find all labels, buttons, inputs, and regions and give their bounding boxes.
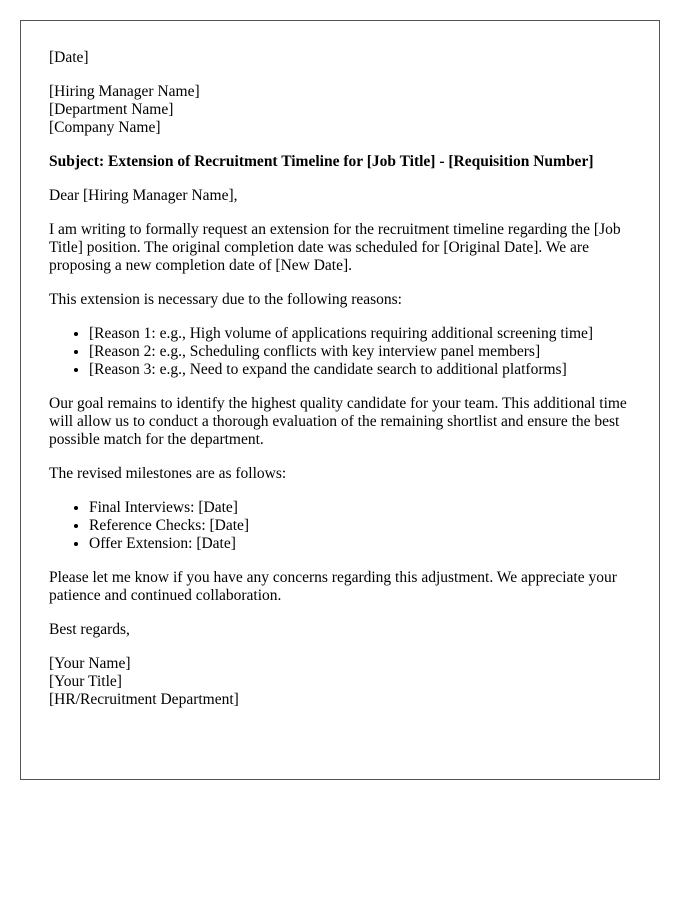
recipient-name: [Hiring Manager Name] (49, 83, 200, 100)
list-item: • [Reason 2: e.g., Scheduling conflicts with key interview panel members] (89, 343, 631, 361)
milestones-intro: The revised milestones are as follows: (49, 465, 287, 482)
closing-paragraph: Please let me know if you have any concerns regarding this adjustment. We appreciate your patience and continued collaboration. (49, 569, 617, 604)
letter-date: [Date] (49, 49, 89, 66)
reasons-list (49, 325, 631, 379)
list-item: • [Reason 3: e.g., Need to expand the candidate search to additional platforms] (89, 361, 631, 379)
recipient-company: [Company Name] (49, 119, 161, 136)
list-item: • [Reason 1: e.g., High volume of applications requiring additional screening time] (89, 325, 631, 343)
sender-department: [HR/Recruitment Department] (49, 691, 239, 708)
milestones-list (49, 499, 631, 553)
reasons-intro: This extension is necessary due to the following reasons: (49, 291, 402, 308)
sign-off: Best regards, (49, 621, 130, 638)
goal-paragraph: Our goal remains to identify the highest quality candidate for your team. This additional time will allow us to conduct a thorough evaluation of the remaining shortlist and ensure the best possible match for the department. (49, 395, 627, 448)
intro-paragraph: I am writing to formally request an extension for the recruitment timeline regarding the [Job Title] position. The original completion date was scheduled for [Original Date]. We are proposing a new completion date of [New Date]. (49, 221, 621, 274)
salutation: Dear [Hiring Manager Name], (49, 187, 238, 204)
list-item: • Offer Extension: [Date] (89, 535, 631, 553)
recipient-department: [Department Name] (49, 101, 174, 118)
subject-line: Subject: Extension of Recruitment Timeline for [Job Title] - [Requisition Number] (49, 153, 594, 170)
list-item: • Reference Checks: [Date] (89, 517, 631, 535)
list-item: • Final Interviews: [Date] (89, 499, 631, 517)
letter-page (20, 20, 660, 780)
sender-title: [Your Title] (49, 673, 122, 690)
recipient-block (49, 83, 631, 137)
sender-block (49, 655, 631, 709)
sender-name: [Your Name] (49, 655, 131, 672)
